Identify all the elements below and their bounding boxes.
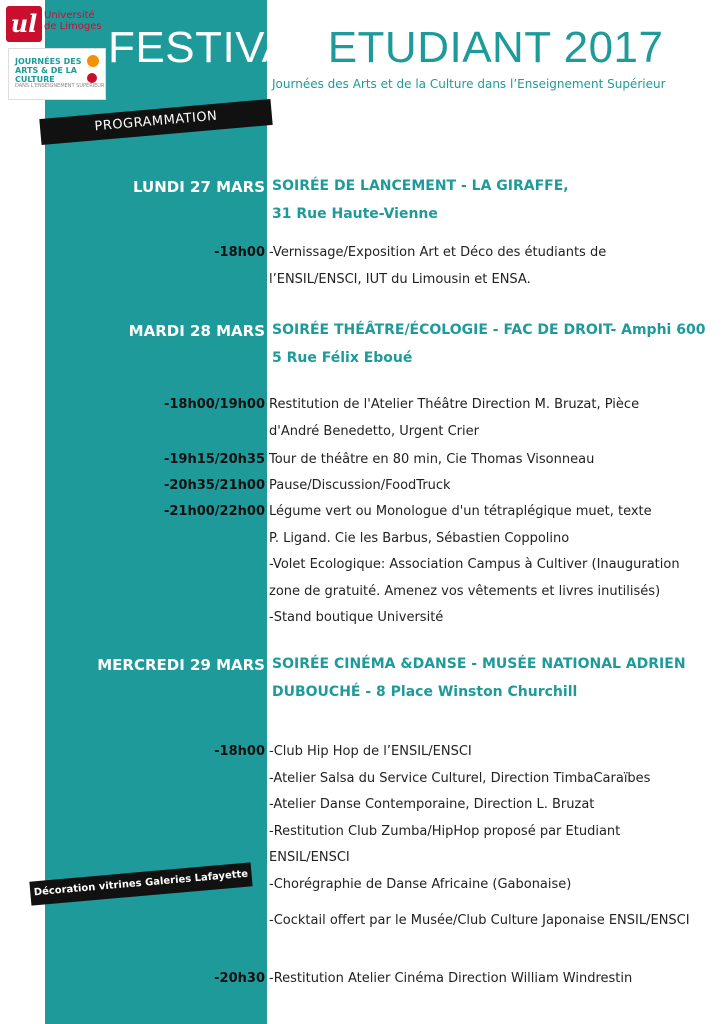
activity-line: -Atelier Salsa du Service Culturel, Direction TimbaCaraïbes xyxy=(269,770,651,786)
time-slot: -20h30 xyxy=(214,971,265,986)
day-label: LUNDI 27 MARS xyxy=(133,178,265,196)
activity-line: -Restitution Atelier Cinéma Direction William Windrestin xyxy=(269,971,633,986)
activity-line: -Stand boutique Université xyxy=(269,610,444,625)
time-slot: -19h15/20h35 xyxy=(163,452,265,467)
programmation-label: PROGRAMMATION xyxy=(39,99,272,145)
page-subtitle: Journées des Arts et de la Culture dans l’Enseignement Supérieur xyxy=(272,77,666,91)
activity-line: Restitution de l'Atelier Théâtre Direction M. Bruzat, Pièce xyxy=(269,397,640,412)
event-title: SOIRÉE DE LANCEMENT - LA GIRAFFE, xyxy=(272,178,569,194)
journees-badge-logo xyxy=(8,48,106,100)
activity-line: ENSIL/ENSCI xyxy=(269,850,350,865)
activity-line: -Vernissage/Exposition Art et Déco des étudiants de xyxy=(269,245,607,260)
time-slot: -21h00/22h00 xyxy=(163,504,265,519)
orange-dot-icon xyxy=(87,55,99,67)
activity-line: Pause/Discussion/FoodTruck xyxy=(269,478,451,493)
page-title xyxy=(108,22,664,74)
activity-line: zone de gratuité. Amenez vos vêtements et livres inutilisés) xyxy=(269,583,661,599)
event-location: 31 Rue Haute-Vienne xyxy=(272,206,438,222)
activity-line: -Atelier Danse Contemporaine, Direction L. Bruzat xyxy=(269,797,595,812)
journees-badge-subtitle: DANS L'ENSEIGNEMENT SUPÉRIEUR xyxy=(15,83,105,89)
red-dot-icon xyxy=(87,73,97,83)
activity-line: Tour de théâtre en 80 min, Cie Thomas Visonneau xyxy=(269,452,595,467)
time-slot: -18h00 xyxy=(214,245,265,260)
event-title: SOIRÉE THÉÂTRE/ÉCOLOGIE - FAC DE DROIT- Amphi 600 xyxy=(272,322,706,338)
activity-line: l’ENSIL/ENSCI, IUT du Limousin et ENSA. xyxy=(269,271,531,287)
activity-line: -Club Hip Hop de l’ENSIL/ENSCI xyxy=(269,744,472,759)
activity-line: P. Ligand. Cie les Barbus, Sébastien Coppolino xyxy=(269,530,570,546)
journees-badge-title: JOURNÉES DES ARTS & DE LA CULTURE xyxy=(15,57,82,84)
university-logo-icon: ul xyxy=(6,6,42,42)
day-label: MARDI 28 MARS xyxy=(128,322,265,340)
activity-line: -Cocktail offert par le Musée/Club Culture Japonaise ENSIL/ENSCI xyxy=(269,913,690,928)
university-name-line2: de Limoges xyxy=(44,21,102,32)
activity-line: -Restitution Club Zumba/HipHop proposé par Etudiant xyxy=(269,823,621,839)
time-slot: -20h35/21h00 xyxy=(163,478,265,493)
activity-line: -Volet Ecologique: Association Campus à Cultiver (Inauguration xyxy=(269,557,680,572)
activity-line: -Chorégraphie de Danse Africaine (Gabonaise) xyxy=(269,876,572,892)
time-slot: -18h00 xyxy=(214,744,265,759)
title-part2: ETUDIANT 2017 xyxy=(327,23,664,72)
university-name xyxy=(44,10,102,32)
event-location: DUBOUCHÉ - 8 Place Winston Churchill xyxy=(272,684,578,700)
time-slot: -18h00/19h00 xyxy=(163,397,265,412)
activity-line: Légume vert ou Monologue d'un tétraplégique muet, texte xyxy=(269,504,652,519)
day-label: MERCREDI 29 MARS xyxy=(97,656,265,674)
event-title: SOIRÉE CINÉMA &DANSE - MUSÉE NATIONAL ADRIEN xyxy=(272,656,686,672)
decoration-label: Décoration vitrines Galeries Lafayette xyxy=(29,862,252,905)
university-name-line1: Université xyxy=(44,10,95,21)
activity-line: d'André Benedetto, Urgent Crier xyxy=(269,423,479,439)
title-part1: FESTIVAL xyxy=(108,23,315,72)
event-location: 5 Rue Félix Eboué xyxy=(272,350,413,366)
